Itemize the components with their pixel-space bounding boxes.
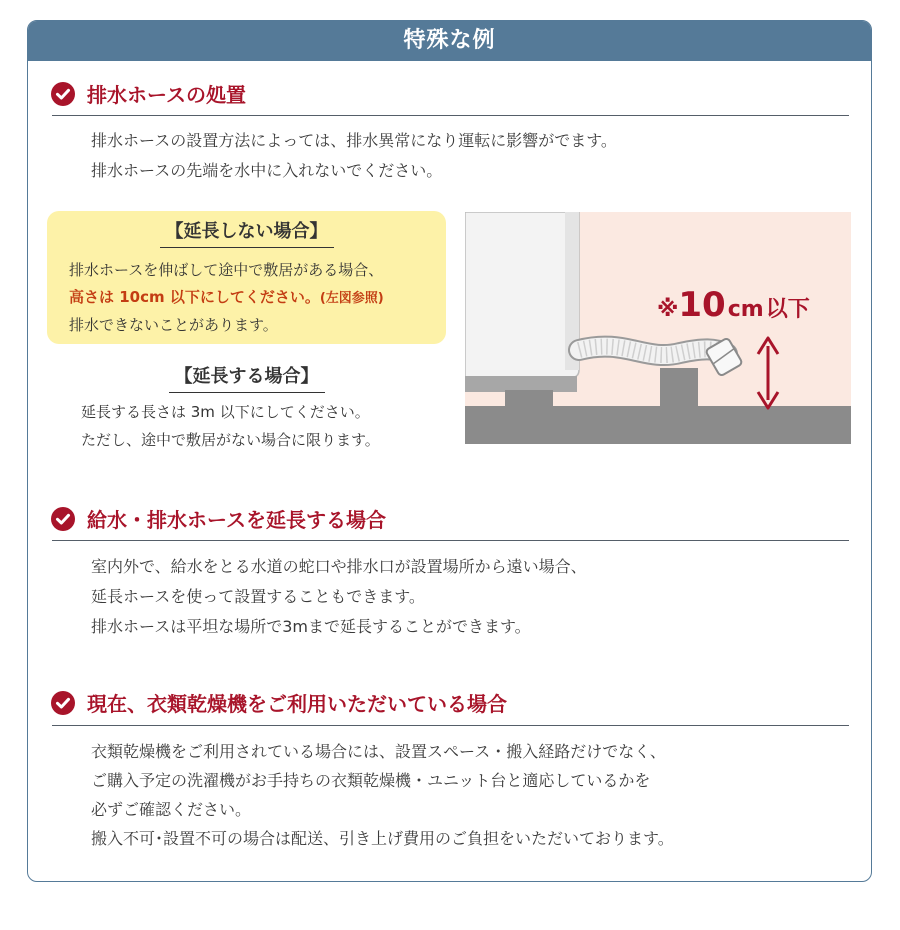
section-title-text: 現在、衣類乾燥機をご利用いただいている場合	[87, 692, 507, 716]
body-line: 必ずご確認ください。	[91, 800, 252, 819]
body-line: 排水ホースは平坦な場所で3mまで延長することができます。	[91, 617, 531, 636]
height-value: 10	[678, 285, 726, 325]
section-body	[91, 552, 587, 642]
note-line: 排水できないことがあります。	[69, 316, 278, 334]
section-title-drain-hose	[51, 79, 246, 108]
no-extension-heading: 【延長しない場合】	[47, 217, 446, 248]
body-line: 延長する長さは 3m 以下にしてください。	[81, 403, 370, 421]
body-line: 排水ホースの設置方法によっては、排水異常になり運転に影響がでます。	[91, 131, 617, 150]
section-body	[91, 737, 674, 853]
drain-hose-illustration	[465, 212, 851, 444]
check-circle-icon	[51, 691, 75, 715]
no-extension-text	[69, 257, 384, 339]
note-line: 排水ホースを伸ばして途中で敷居がある場合、	[69, 261, 384, 279]
section-body	[91, 126, 617, 186]
body-line: ご購入予定の洗濯機がお手持ちの衣類乾燥機・ユニット台と適応しているかを	[91, 771, 651, 790]
note-highlight-line: 高さは 10cm 以下にしてください。(左図参照)	[69, 288, 384, 306]
section-title-text: 排水ホースの処置	[87, 83, 246, 107]
section-divider	[52, 540, 849, 541]
section-divider	[52, 725, 849, 726]
height-unit: cm	[727, 297, 764, 322]
with-extension-text	[81, 398, 380, 454]
with-extension-heading: 【延長する場合】	[47, 362, 446, 393]
panel-title: 特殊な例	[28, 21, 871, 61]
body-line: 搬入不可･設置不可の場合は配送、引き上げ費用のご負担をいただいております。	[91, 829, 674, 848]
body-line: 衣類乾燥機をご利用されている場合には、設置スペース・搬入経路だけでなく、	[91, 742, 666, 761]
check-circle-icon	[51, 82, 75, 106]
body-line: ただし、途中で敷居がない場合に限ります。	[81, 431, 380, 449]
section-title-dryer	[51, 688, 507, 717]
section-title-extend-hoses	[51, 504, 386, 533]
body-line: 延長ホースを使って設置することもできます。	[91, 587, 425, 606]
special-cases-panel	[27, 20, 872, 882]
section-divider	[52, 115, 849, 116]
body-line: 室内外で、給水をとる水道の蛇口や排水口が設置場所から遠い場合、	[91, 557, 587, 576]
height-suffix: 以下	[765, 297, 810, 322]
body-line: 排水ホースの先端を水中に入れないでください。	[91, 161, 443, 180]
check-circle-icon	[51, 507, 75, 531]
note-mark: ※	[657, 297, 679, 322]
section-title-text: 給水・排水ホースを延長する場合	[87, 508, 386, 532]
